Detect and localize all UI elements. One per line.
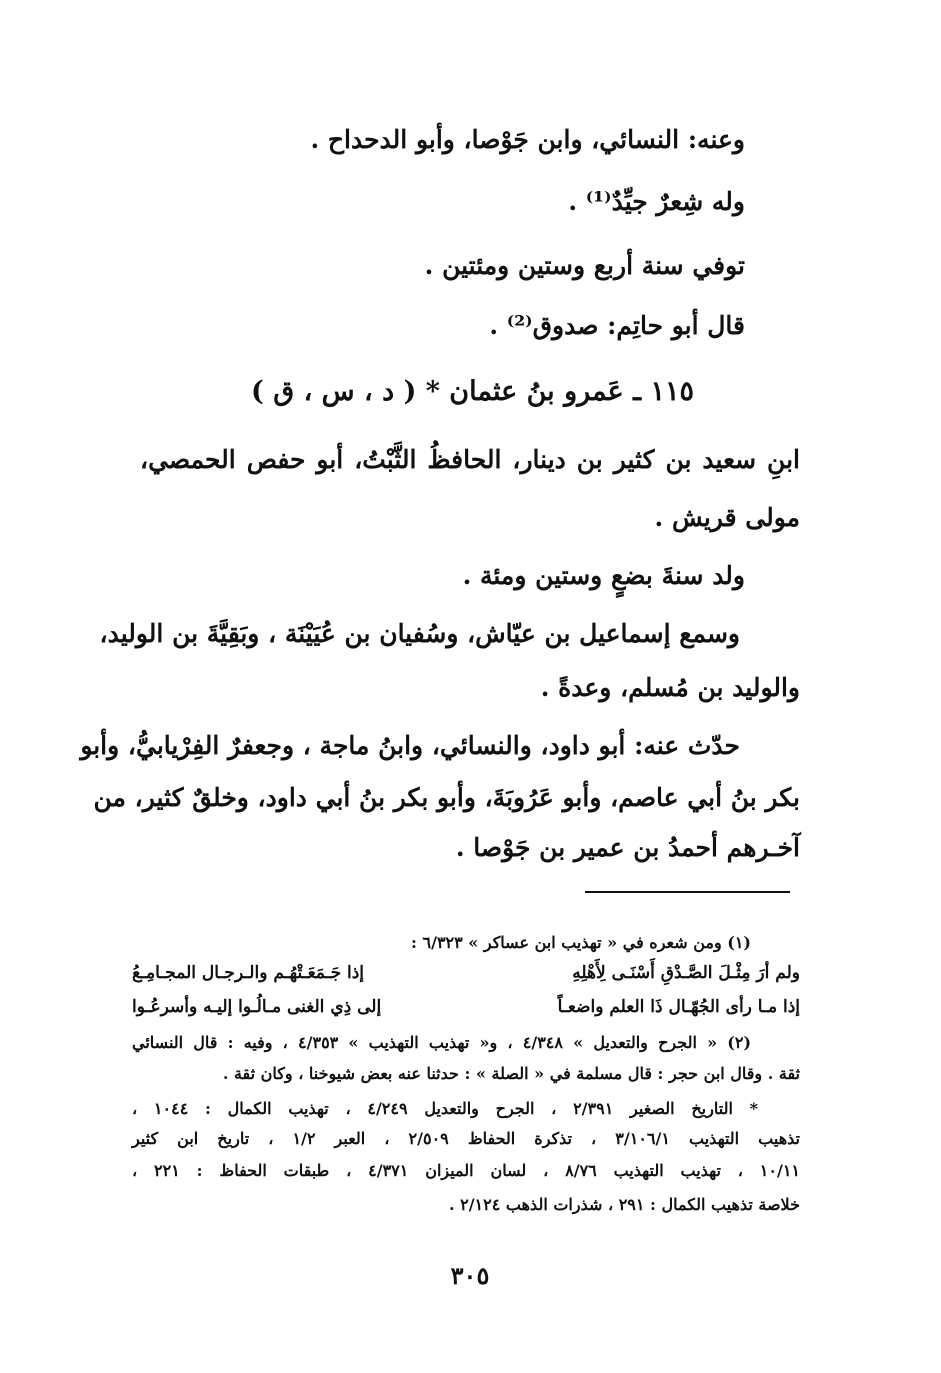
poem-verse-2-first-half: إذا مـا رأى الجُهّـال ذَا العلم واضعـاً <box>557 997 800 1017</box>
entry-heading: ١١٥ ـ عَمرو بنُ عثمان * ( د ، س ، ق ) <box>251 376 694 407</box>
prev-entry-line-1: وعنه: النسائي، وابن جَوْصا، وأبو الدحداح . <box>310 125 745 154</box>
prev-entry-line-2: وله شِعرٌ جيِّدٌ⁽¹⁾ . <box>568 187 745 216</box>
footnote-2-line-1: (٢) « الجرح والتعديل » ٤/٣٤٨ ، و« تهذيب التهذيب » ٤/٣٥٣ ، وفيه : قال النسائي <box>132 1033 752 1052</box>
entry-p4-line-1: حدّث عنه: أبو داود، والنسائي، وابنُ ماجة ، وجعفرٌ الفِرْيابيُّ، وأبو <box>80 731 740 760</box>
prev-entry-line-3: توفي سنة أربع وستين ومئتين . <box>424 251 745 280</box>
entry-p4-line-2: بكر بنُ أبي عاصم، وأبو عَرُوبَةَ، وأبو بكر بنُ أبي داود، وخلقٌ كثير، من <box>93 783 800 812</box>
poem-verse-1-first-half: ولم أرَ مِثْـلَ الصَّـدْقِ أَسْنَـى لِأَهْلِهِ <box>572 963 800 983</box>
footnote-1-intro: (١) ومن شعره في « تهذيب ابن عساكر » ٦/٣٢٣ : <box>411 933 751 952</box>
sources-line-3: ١٠/١١ ، تهذيب التهذيب ٨/٧٦ ، لسان الميزان ٤/٣٧١ ، طبقات الحفاظ : ٢٢١ ، <box>132 1161 801 1180</box>
sources-line-1: * التاريخ الصغير ٢/٣٩١ ، الجرح والتعديل ٤/٢٤٩ ، تهذيب الكمال : ١٠٤٤ ، <box>132 1099 758 1118</box>
entry-p3-line-2: والوليد بن مُسلم، وعدةً . <box>540 673 800 702</box>
footnote-2-line-2: ثقة . وقال ابن حجر : قال مسلمة في « الصلة » : حدثنا عنه بعض شيوخنا ، وكان ثقة . <box>222 1064 800 1083</box>
footnote-separator <box>585 891 790 893</box>
sources-line-2: تذهيب التهذيب ٣/١٠٦/١ ، تذكرة الحفاظ ٢/٥٠٩ ، العبر ١/٢ ، تاريخ ابن كثير <box>132 1129 800 1148</box>
entry-p4-line-3: آخـرهم أحمدُ بن عمير بن جَوْصا . <box>455 833 800 862</box>
page-number: ٣٠٥ <box>450 1261 490 1290</box>
sources-line-4: خلاصة تذهيب الكمال : ٢٩١ ، شذرات الذهب ٢/١٢٤ . <box>448 1195 800 1214</box>
entry-p3-line-1: وسمع إسماعيل بن عيّاش، وسُفيان بن عُيَيْنَة ، وبَقِيَّةَ بن الوليد، <box>99 619 740 648</box>
prev-entry-line-4: قال أبو حاتِم: صدوق⁽²⁾ . <box>489 311 745 340</box>
entry-p1-line-1: ابنِ سعيد بن كثير بن دينار، الحافظُ الثَّبْتُ، أبو حفص الحمصي، <box>140 445 800 474</box>
poem-verse-1-second-half: إذا جَـمَعَـتْهُـم والـرجـال المجـامِـعُ <box>132 963 365 983</box>
entry-p1-line-2: مولى قريش . <box>654 503 800 532</box>
entry-p2: ولد سنةَ بضعٍ وستين ومئة . <box>462 561 745 590</box>
poem-verse-2-second-half: إلى ذِي الغنى مـالُـوا إليـه وأسرعُـوا <box>132 997 382 1017</box>
